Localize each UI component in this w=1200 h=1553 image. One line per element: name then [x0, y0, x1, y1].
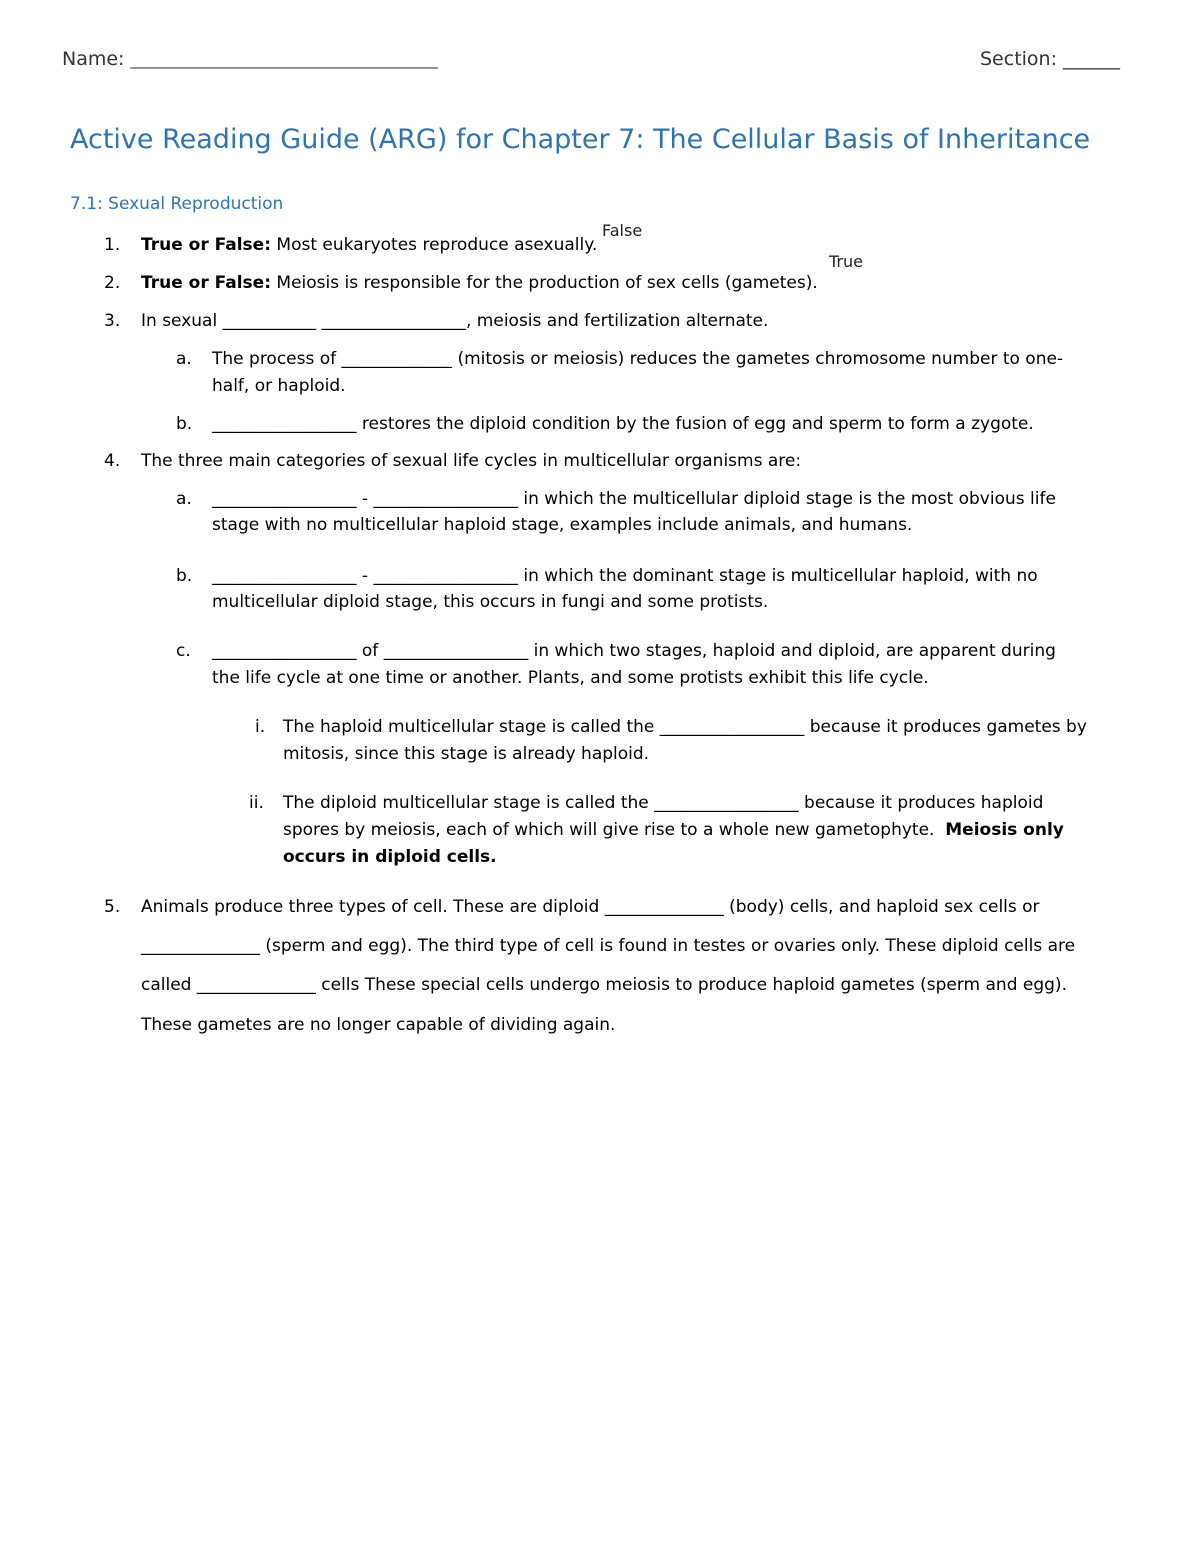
q4a-line2: stage with no multicellular haploid stage, examples include animals, and humans.	[212, 515, 913, 535]
q3b-label: b.	[176, 414, 193, 434]
q5-line4: These gametes are no longer capable of dividing again.	[141, 1015, 616, 1035]
q4c-label: c.	[176, 641, 191, 661]
q4-number: 4.	[104, 451, 121, 471]
q4ii-line3	[283, 847, 497, 867]
section-label: Section:	[980, 48, 1057, 70]
name-blank[interactable]: _________________________________________	[130, 51, 439, 69]
q4ii-line2	[283, 820, 1064, 840]
q4a-label: a.	[176, 489, 192, 509]
q4ii-line1: The diploid multicellular stage is called the _________________ because it produces haploid	[283, 793, 1044, 813]
q4c-line2: the life cycle at one time or another. Plants, and some protists exhibit this life cycle.	[212, 668, 929, 688]
q4ii-line2-text: spores by meiosis, each of which will give rise to a whole new gametophyte.	[283, 820, 935, 840]
page-title: Active Reading Guide (ARG) for Chapter 7: The Cellular Basis of Inheritance	[70, 124, 1091, 155]
q3b-line1: _________________ restores the diploid condition by the fusion of egg and sperm to form a zygote.	[212, 414, 1034, 434]
q4b-line2: multicellular diploid stage, this occurs in fungi and some protists.	[212, 592, 769, 612]
q3-number: 3.	[104, 311, 121, 331]
q1-bold: True or False:	[141, 235, 272, 255]
q4ii-bold1: Meiosis only	[945, 820, 1064, 840]
q4i-line1: The haploid multicellular stage is called the _________________ because it produces gametes by	[283, 717, 1087, 737]
question-4: The three main categories of sexual life cycles in multicellular organisms are:	[141, 451, 802, 471]
q5-line3: called ______________ cells These special cells undergo meiosis to produce haploid gametes (sperm and egg).	[141, 975, 1067, 995]
name-field	[62, 48, 438, 70]
q5-line1: Animals produce three types of cell. These are diploid ______________ (body) cells, and haploid sex cells or	[141, 897, 1040, 917]
q4a-line1: _________________ - _________________ in which the multicellular diploid stage is the most obvious life	[212, 489, 1056, 509]
q5-line2: ______________ (sperm and egg). The third type of cell is found in testes or ovaries only. These diploid cells are	[141, 936, 1076, 956]
section-field	[980, 48, 1120, 70]
q2-text: Meiosis is responsible for the production of sex cells (gametes).	[271, 273, 818, 293]
q4b-line1: _________________ - _________________ in which the dominant stage is multicellular haploid, with no	[212, 566, 1038, 586]
q3a-line2: half, or haploid.	[212, 376, 346, 396]
q4i-line2: mitosis, since this stage is already haploid.	[283, 744, 650, 764]
q2-number: 2.	[104, 273, 121, 293]
q4ii-bold2: occurs in diploid cells.	[283, 847, 497, 867]
question-3: In sexual ___________ _________________, meiosis and fertilization alternate.	[141, 311, 769, 331]
q3a-line1: The process of _____________ (mitosis or meiosis) reduces the gametes chromosome number to one-	[212, 349, 1064, 369]
q4c-line1: _________________ of _________________ in which two stages, haploid and diploid, are apparent during	[212, 641, 1056, 661]
q1-answer-annotation: False	[602, 221, 643, 240]
section-heading: 7.1: Sexual Reproduction	[70, 194, 284, 214]
q4ii-label: ii.	[249, 793, 264, 813]
q1-text: Most eukaryotes reproduce asexually.	[271, 235, 598, 255]
q5-number: 5.	[104, 897, 121, 917]
name-label: Name:	[62, 48, 125, 70]
q2-answer-annotation: True	[829, 252, 863, 271]
q3a-label: a.	[176, 349, 192, 369]
q1-number: 1.	[104, 235, 121, 255]
question-1	[141, 235, 597, 255]
question-2	[141, 273, 818, 293]
q4b-label: b.	[176, 566, 193, 586]
q2-bold: True or False:	[141, 273, 272, 293]
section-blank[interactable]: ______	[1063, 48, 1121, 70]
q4i-label: i.	[255, 717, 266, 737]
